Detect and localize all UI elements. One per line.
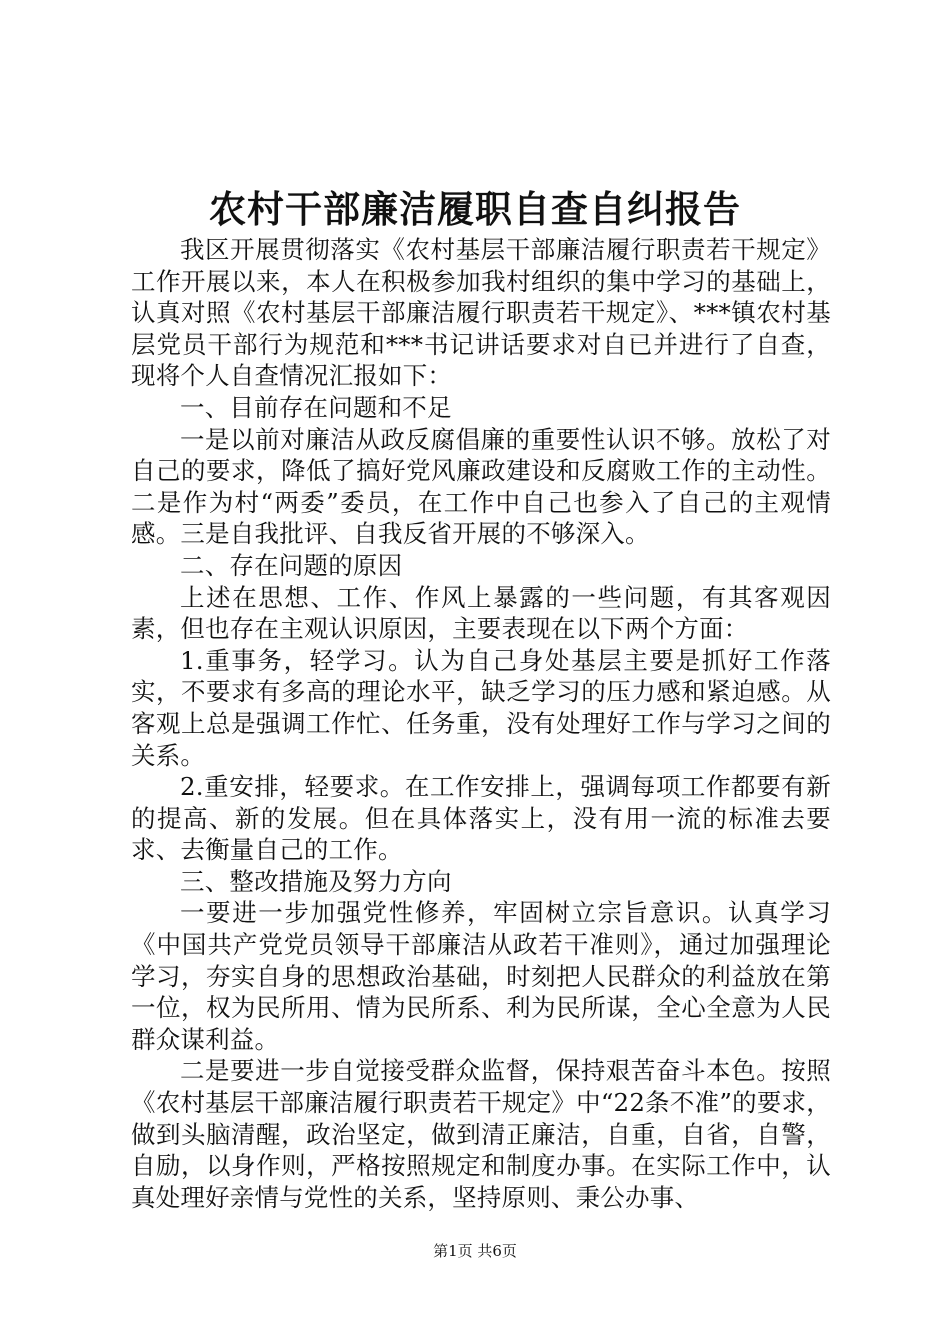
document-title: 农村干部廉洁履职自查自纠报告 — [209, 187, 741, 231]
body-paragraph: 上述在思想、工作、作风上暴露的一些问题，有其客观因素，但也存在主观认识原因，主要表现在以下两个方面： — [131, 582, 831, 644]
section-heading-1: 一、目前存在问题和不足 — [180, 392, 452, 422]
body-paragraph: 二是要进一步自觉接受群众监督，保持艰苦奋斗本色。按照《农村基层干部廉洁履行职责若干规定》中“22条不准”的要求，做到头脑清醒，政治坚定，做到清正廉洁，自重，自省，自警，自励，以身作则，严格按照规定和制度办事。在实际工作中，认真处理好亲情与党性的关系，坚持原则、秉公办事、 — [131, 1056, 831, 1212]
document-body — [131, 234, 831, 1213]
body-paragraph: 一是以前对廉洁从政反腐倡廉的重要性认识不够。放松了对自己的要求，降低了搞好党风廉政建设和反腐败工作的主动性。二是作为村“两委”委员，在工作中自己也参入了自己的主观情感。三是自我批评、自我反省开展的不够深入。 — [131, 424, 831, 549]
body-paragraph: 1.重事务，轻学习。认为自己身处基层主要是抓好工作落实，不要求有多高的理论水平，缺乏学习的压力感和紧迫感。从客观上总是强调工作忙、任务重，没有处理好工作与学习之间的关系。 — [131, 645, 831, 770]
page-number-footer: 第1页 共6页 — [433, 1242, 517, 1260]
intro-paragraph: 我区开展贯彻落实《农村基层干部廉洁履行职责若干规定》工作开展以来，本人在积极参加我村组织的集中学习的基础上，认真对照《农村基层干部廉洁履行职责若干规定》、***镇农村基层党员干部行为规范和***书记讲话要求对自已并进行了自查，现将个人自查情况汇报如下： — [131, 235, 831, 391]
body-paragraph: 一要进一步加强党性修养，牢固树立宗旨意识。认真学习《中国共产党党员领导干部廉洁从政若干准则》，通过加强理论学习，夯实自身的思想政治基础，时刻把人民群众的利益放在第一位，权为民所用、情为民所系、利为民所谋，全心全意为人民群众谋利益。 — [131, 898, 831, 1054]
section-heading-3: 三、整改措施及努力方向 — [180, 866, 452, 896]
section-heading-2: 二、存在问题的原因 — [180, 550, 403, 580]
body-paragraph: 2.重安排，轻要求。在工作安排上，强调每项工作都要有新的提高、新的发展。但在具体落实上，没有用一流的标准去要求、去衡量自己的工作。 — [131, 772, 831, 865]
